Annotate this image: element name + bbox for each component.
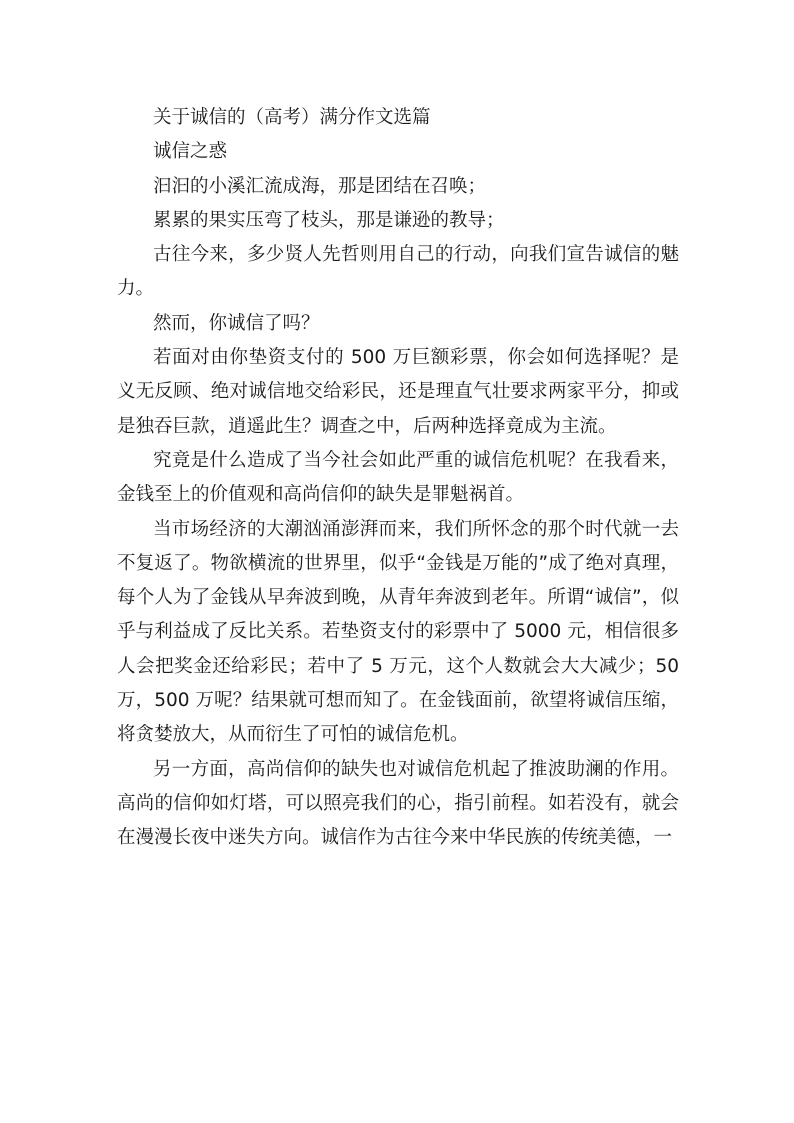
paragraph: 汩汩的小溪汇流成海，那是团结在召唤； [153,175,487,197]
document-body [117,101,679,856]
paragraph: 当市场经济的大潮汹涌澎湃而来，我们所怀念的那个时代就一去不复返了。物欲横流的世界里，似乎“金钱是万能的”成了绝对真理，每个人为了金钱从早奔波到晚，从青年奔波到老年。所谓“诚信”，似乎与利益成了反比关系。若垫资支付的彩票中了 5000 元，相信很多人会把奖金还给彩民；若中了 5 万元，这个人数就会大大减少；50 万，500 万呢？结果就可想而知了。在金钱面前，欲望将诚信压缩，将贪婪放大，从而衍生了可怕的诚信危机。 [117,518,679,746]
paragraph: 古往今来，多少贤人先哲则用自己的行动，向我们宣告诚信的魅力。 [117,244,679,300]
paragraph: 另一方面，高尚信仰的缺失也对诚信危机起了推波助澜的作用。高尚的信仰如灯塔，可以照亮我们的心，指引前程。如若没有，就会在漫漫长夜中迷失方向。诚信作为古往今来中华民族的传统美德，一 [117,758,679,849]
paragraph: 究竟是什么造成了当今社会如此严重的诚信危机呢？在我看来，金钱至上的价值观和高尚信仰的缺失是罪魁祸首。 [117,449,679,506]
document-title: 关于诚信的（高考）满分作文选篇 [153,107,431,128]
essay-heading: 诚信之惑 [153,141,228,163]
paragraph: 累累的果实压弯了枝头，那是谦逊的教导； [153,209,505,231]
paragraph: 若面对由你垫资支付的 500 万巨额彩票，你会如何选择呢？是义无反顾、绝对诚信地交给彩民，还是理直气壮要求两家平分，抑或是独吞巨款，逍遥此生？调查之中，后两种选择竟成为主流。 [117,347,679,437]
paragraph: 然而，你诚信了吗？ [153,312,320,334]
